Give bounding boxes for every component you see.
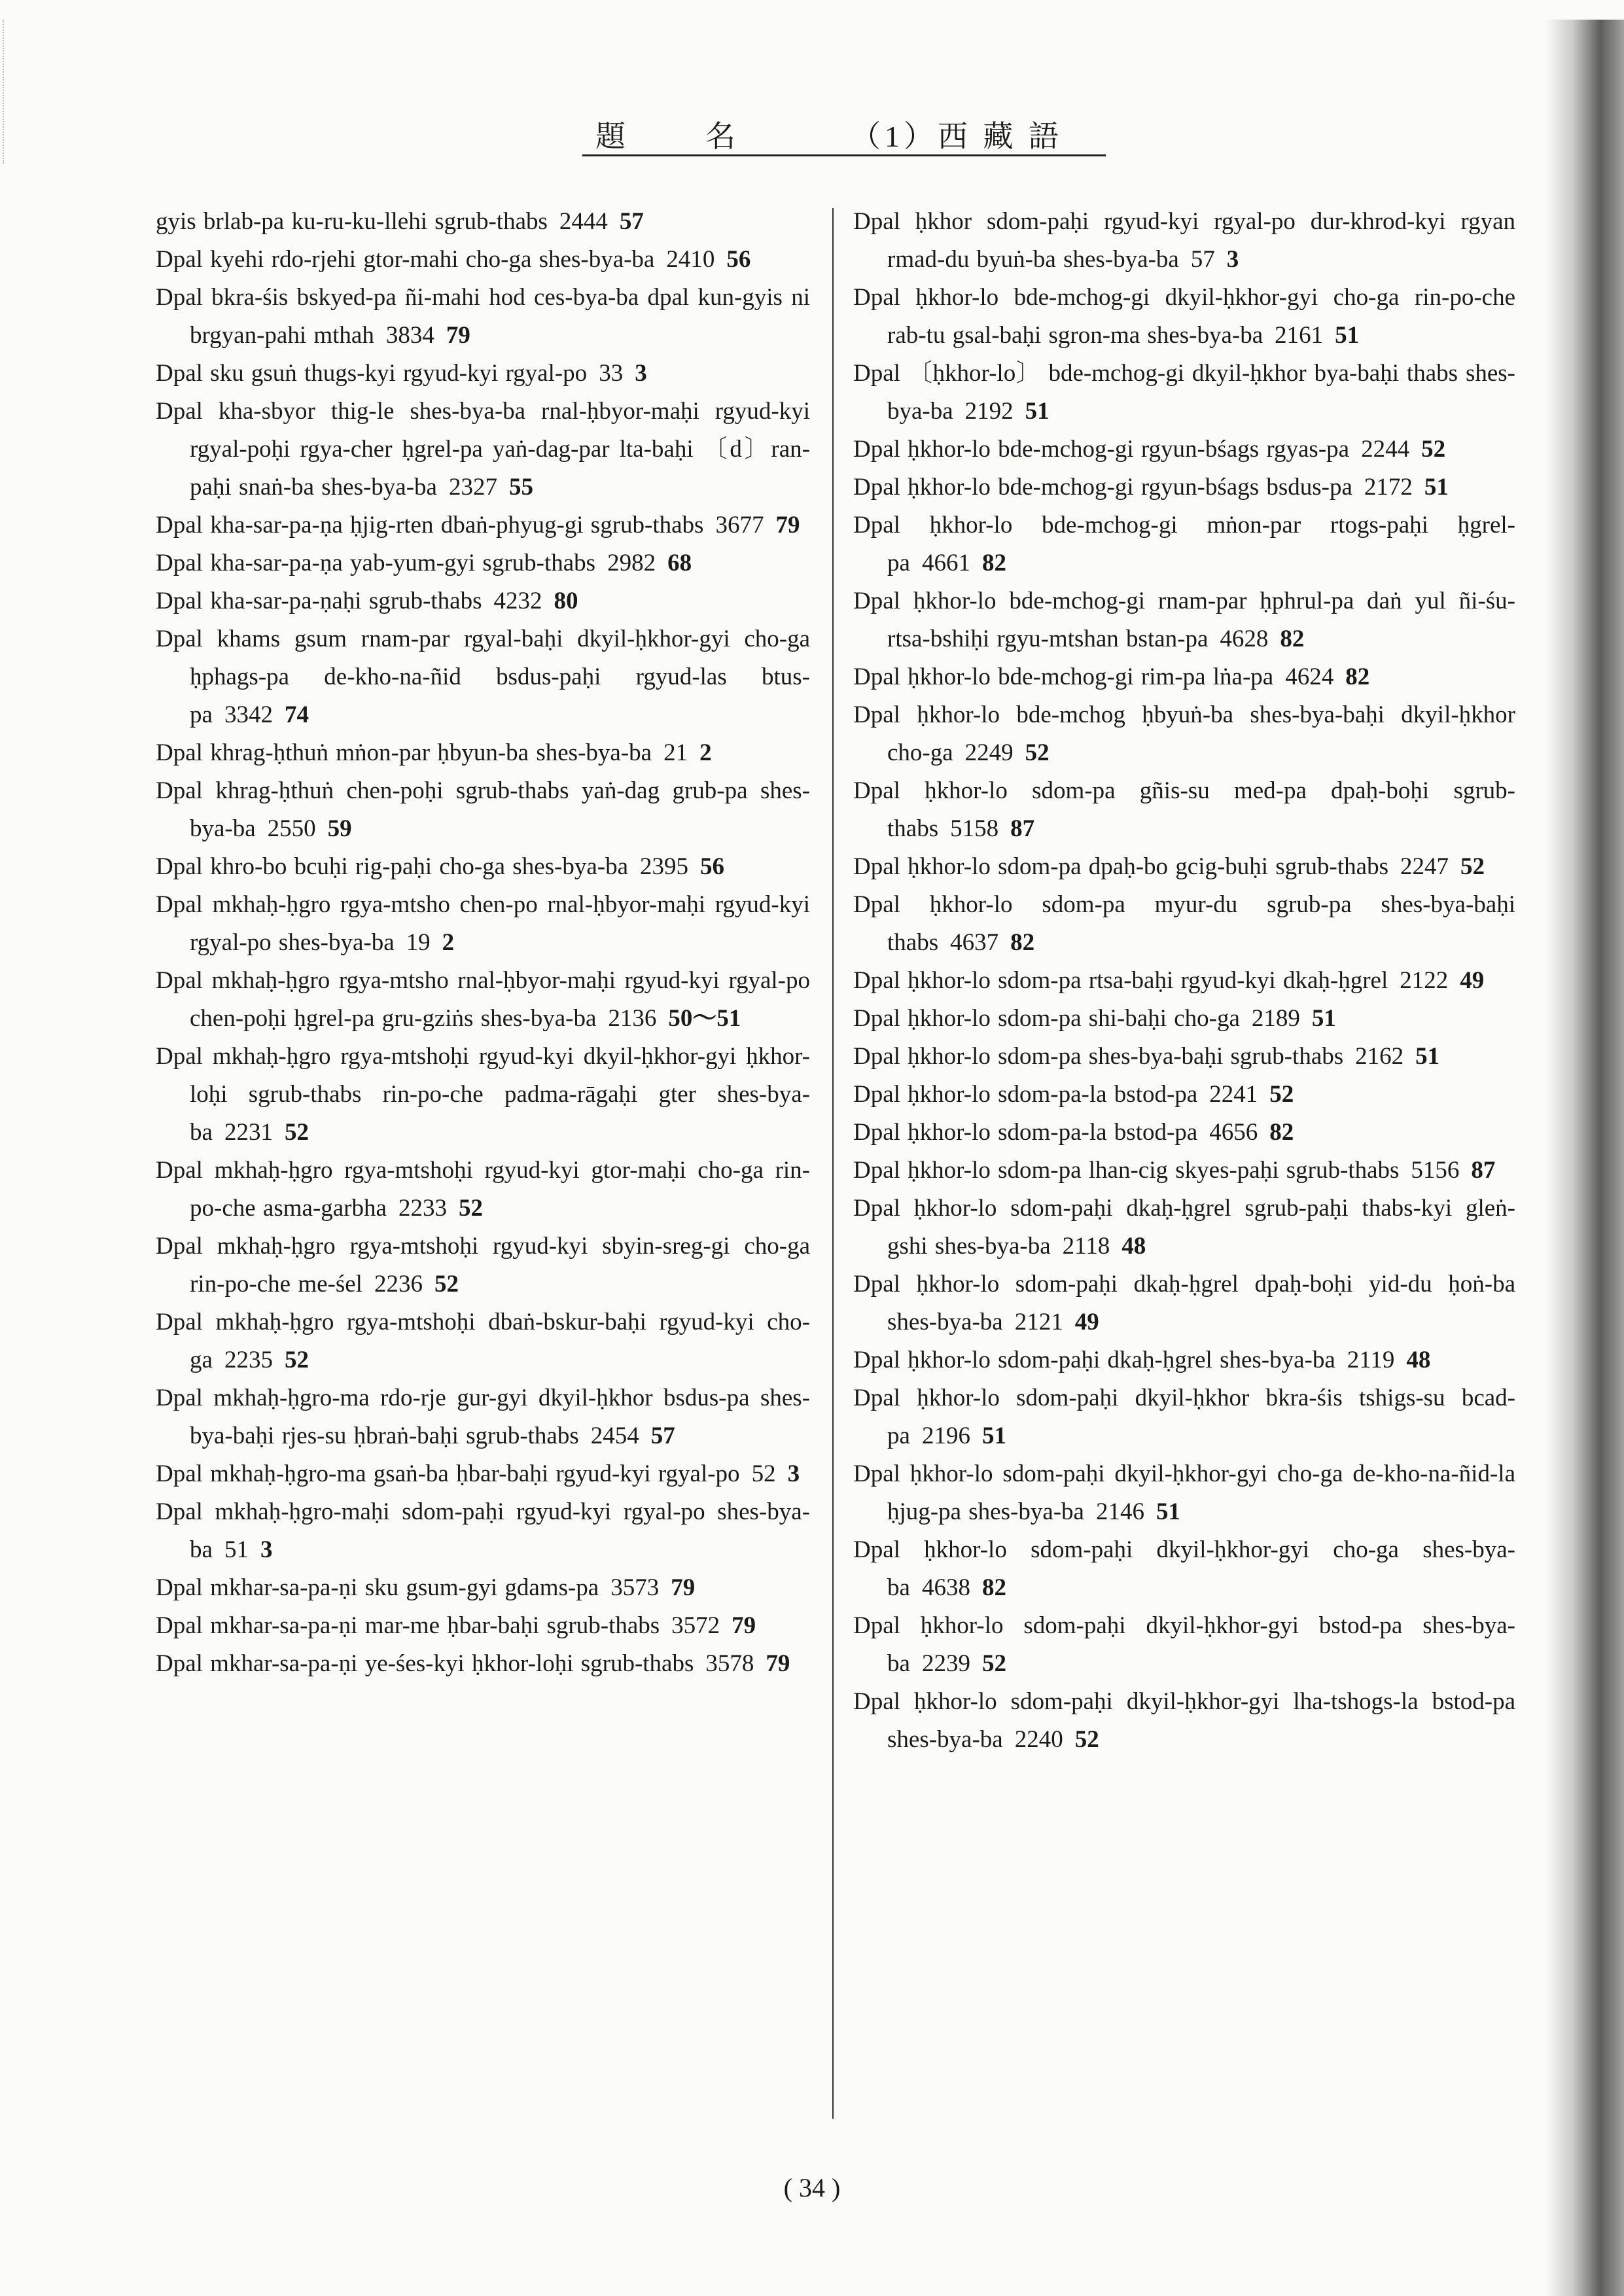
entry-page: 52 [981, 1650, 1006, 1677]
entry-page: 55 [508, 474, 533, 501]
index-entry [853, 582, 1515, 658]
entry-number: 2231 [224, 1119, 273, 1146]
entry-title: Dpal ḥkhor-lo sdom-paḥi dkaḥ-ḥgrel sgrub-paḥi thabs-kyi gleṅ-gshi shes-bya-ba [853, 1195, 1515, 1260]
entry-number: 51 [224, 1536, 249, 1563]
entry-page: 3 [635, 360, 647, 387]
index-entry [156, 241, 810, 279]
index-entry [156, 1455, 810, 1493]
entry-title: Dpal ḥkhor-lo sdom-pa myur-du sgrub-pa shes-bya-baḥi thabs [853, 891, 1515, 956]
entry-page: 2 [699, 739, 712, 766]
entry-title: Dpal ḥkhor-lo bde-mchog-gi mṅon-par rtogs-paḥi ḥgrel-pa [853, 512, 1515, 576]
index-entry [156, 506, 810, 544]
entry-page: 52 [1460, 853, 1485, 880]
index-entry [853, 1455, 1515, 1531]
entry-number: 2982 [607, 550, 656, 576]
entry-page: 49 [1460, 967, 1485, 994]
index-entry [156, 393, 810, 506]
entry-title: Dpal ḥkhor-lo bde-mchog-gi rim-pa lṅa-pa [853, 663, 1274, 690]
entry-page: 52 [284, 1119, 309, 1146]
entry-title: Dpal khams gsum rnam-par rgyal-baḥi dkyil-ḥkhor-gyi cho-ga ḥphags-pa de-kho-na-ñid bsdus-paḥi rgyud-las btus-pa [156, 626, 810, 728]
index-entry [156, 203, 810, 241]
entry-title: Dpal ḥkhor-lo sdom-pa dpaḥ-bo gcig-buḥi sgrub-thabs [853, 853, 1388, 880]
index-entry [853, 1114, 1515, 1152]
entry-number: 2241 [1209, 1081, 1258, 1108]
index-entry [156, 848, 810, 886]
entry-page: 49 [1074, 1309, 1099, 1335]
entry-number: 2119 [1347, 1347, 1395, 1373]
entry-page: 51 [1415, 1043, 1440, 1070]
entry-number: 4638 [921, 1574, 970, 1601]
index-entry [853, 1076, 1515, 1114]
index-entry [853, 696, 1515, 772]
entry-number: 3342 [224, 701, 273, 728]
entry-title: Dpal mkhaḥ-ḥgro rgya-mtshoḥi dbaṅ-bskur-baḥi rgyud-kyi cho-ga [156, 1309, 810, 1373]
entry-number: 52 [751, 1460, 776, 1487]
index-entry [853, 1531, 1515, 1607]
index-entry [156, 962, 810, 1038]
entry-title: Dpal ḥkhor-lo sdom-paḥi dkyil-ḥkhor-gyi lha-tshogs-la bstod-pa shes-bya-ba [853, 1688, 1515, 1753]
entry-number: 4637 [950, 929, 999, 956]
entry-number: 4656 [1209, 1119, 1258, 1146]
entry-title: Dpal mkhaḥ-ḥgro rgya-mtshoḥi rgyud-kyi sbyin-sreg-gi cho-ga rin-po-che me-śel [156, 1233, 810, 1298]
entry-page: 79 [775, 512, 800, 539]
entry-title: Dpal kyehi rdo-rjehi gtor-mahi cho-ga shes-bya-ba [156, 246, 655, 273]
index-entry [156, 279, 810, 355]
index-entry [156, 1379, 810, 1455]
entry-title: Dpal sku gsuṅ thugs-kyi rgyud-kyi rgyal-po [156, 360, 588, 387]
entry-title: Dpal mkhaḥ-ḥgro-maḥi sdom-paḥi rgyud-kyi rgyal-po shes-bya-ba [156, 1498, 810, 1563]
entry-title: Dpal kha-sar-pa-ṇa yab-yum-gyi sgrub-thabs [156, 550, 596, 576]
entry-page: 52 [284, 1347, 309, 1373]
entry-number: 2240 [1014, 1726, 1063, 1753]
index-entry [853, 1000, 1515, 1038]
entry-number: 2118 [1062, 1233, 1110, 1260]
left-column [156, 203, 810, 1683]
entry-page: 82 [1345, 663, 1370, 690]
entry-title: Dpal ḥkhor-lo bde-mchog-gi rgyun-bśags rgyas-pa [853, 436, 1350, 463]
index-entry [156, 1152, 810, 1227]
entry-title: Dpal mkhar-sa-pa-ṇi ye-śes-kyi ḥkhor-loḥi sgrub-thabs [156, 1650, 694, 1677]
entry-page: 57 [650, 1422, 675, 1449]
scan-left-marks [3, 20, 16, 164]
entry-page: 3 [260, 1536, 273, 1563]
entry-page: 56 [700, 853, 725, 880]
entry-page: 52 [458, 1195, 483, 1222]
entry-number: 57 [1190, 246, 1215, 273]
entry-number: 5156 [1411, 1157, 1460, 1184]
entry-title: Dpal ḥkhor-lo sdom-pa-la bstod-pa [853, 1081, 1198, 1108]
entry-number: 2444 [559, 208, 608, 235]
entry-page: 51 [1156, 1498, 1180, 1525]
entry-title: Dpal kha-sbyor thig-le shes-bya-ba rnal-ḥbyor-maḥi rgyud-kyi rgyal-poḥi rgya-cher ḥgrel-pa yaṅ-dag-par lta-baḥi 〔d〕ran-paḥi snaṅ-ba shes-bya-ba [156, 398, 810, 501]
entry-number: 2192 [964, 398, 1014, 425]
entry-number: 2146 [1095, 1498, 1144, 1525]
entry-page: 52 [1269, 1081, 1294, 1108]
index-entry [853, 1265, 1515, 1341]
index-entry [156, 772, 810, 848]
entry-title: Dpal ḥkhor-lo sdom-pa shes-bya-baḥi sgrub-thabs [853, 1043, 1344, 1070]
entry-number: 4232 [493, 588, 542, 614]
entry-page: 52 [1421, 436, 1446, 463]
header-section: （1）西 藏 語 [851, 120, 1063, 153]
column-divider [832, 208, 834, 2119]
entry-page: 80 [554, 588, 578, 614]
index-entry [853, 431, 1515, 468]
entry-title: Dpal ḥkhor-lo bde-mchog-gi rgyun-bśags bsdus-pa [853, 474, 1352, 501]
entry-title: Dpal mkhaḥ-ḥgro rgya-mtsho rnal-ḥbyor-maḥi rgyud-kyi rgyal-po chen-poḥi ḥgrel-pa gru-gziṅs shes-bya-ba [156, 967, 810, 1032]
header-title [595, 113, 739, 156]
entry-title: Dpal ḥkhor-lo sdom-pa rtsa-baḥi rgyud-kyi dkaḥ-ḥgrel [853, 967, 1388, 994]
index-entry [156, 734, 810, 772]
entry-number: 2244 [1361, 436, 1410, 463]
entry-title: Dpal ḥkhor-lo sdom-pa gñis-su med-pa dpaḥ-boḥi sgrub-thabs [853, 777, 1515, 842]
header-title-char-2: 名 [705, 120, 739, 153]
entry-title: Dpal bkra-śis bskyed-pa ñi-mahi hod ces-bya-ba dpal kun-gyis ni brgyan-pahi mthah [156, 284, 810, 349]
entry-number: 2235 [224, 1347, 273, 1373]
entry-number: 3677 [715, 512, 764, 539]
entry-title: Dpal ḥkhor sdom-paḥi rgyud-kyi rgyal-po dur-khrod-kyi rgyan rmad-du byuṅ-ba shes-bya-ba [853, 208, 1515, 273]
index-entry [156, 1569, 810, 1607]
entry-number: 2550 [267, 815, 316, 842]
entry-title: Dpal mkhar-sa-pa-ṇi sku gsum-gyi gdams-pa [156, 1574, 599, 1601]
index-entry [853, 1379, 1515, 1455]
entry-title: Dpal mkhaḥ-ḥgro-ma rdo-rje gur-gyi dkyil-ḥkhor bsdus-pa shes-bya-baḥi rjes-su ḥbraṅ-baḥi sgrub-thabs [156, 1385, 810, 1449]
entry-title: Dpal mkhaḥ-ḥgro rgya-mtsho chen-po rnal-ḥbyor-maḥi rgyud-kyi rgyal-po shes-bya-ba [156, 891, 810, 956]
entry-page: 82 [1010, 929, 1035, 956]
page-header [595, 113, 1106, 162]
entry-page: 79 [446, 322, 470, 349]
entry-title: Dpal ḥkhor-lo sdom-paḥi dkaḥ-ḥgrel shes-bya-ba [853, 1347, 1335, 1373]
entry-number: 4661 [921, 550, 970, 576]
entry-title: Dpal ḥkhor-lo sdom-paḥi dkyil-ḥkhor-gyi cho-ga de-kho-na-ñid-la ḥjug-pa shes-bya-ba [853, 1460, 1515, 1525]
entry-title: Dpal khrag-ḥthuṅ chen-poḥi sgrub-thabs yaṅ-dag grub-pa shes-bya-ba [156, 777, 810, 842]
entry-title: Dpal ḥkhor-lo sdom-pa shi-baḥi cho-ga [853, 1005, 1240, 1032]
entry-title: Dpal ḥkhor-lo sdom-paḥi dkaḥ-ḥgrel dpaḥ-boḥi yid-du ḥoṅ-ba shes-bya-ba [853, 1271, 1515, 1335]
index-entry [156, 544, 810, 582]
entry-title: Dpal ḥkhor-lo sdom-pa lhan-cig skyes-paḥi sgrub-thabs [853, 1157, 1400, 1184]
entry-page: 50～51 [668, 1005, 741, 1032]
entry-page: 87 [1471, 1157, 1496, 1184]
entry-page: 48 [1406, 1347, 1431, 1373]
entry-page: 82 [981, 1574, 1006, 1601]
entry-title: Dpal mkhaḥ-ḥgro rgya-mtshoḥi rgyud-kyi dkyil-ḥkhor-gyi ḥkhor-loḥi sgrub-thabs rin-po-che padma-rāgaḥi gter shes-bya-ba [156, 1043, 810, 1146]
entry-number: 4624 [1285, 663, 1334, 690]
index-entry [156, 1493, 810, 1569]
entry-page: 51 [1311, 1005, 1336, 1032]
index-entry [156, 1303, 810, 1379]
entry-title: Dpal mkhar-sa-pa-ṇi mar-me ḥbar-baḥi sgrub-thabs [156, 1612, 660, 1639]
entry-page: 82 [1280, 626, 1305, 652]
entry-page: 74 [284, 701, 309, 728]
entry-number: 2395 [640, 853, 689, 880]
entry-page: 79 [732, 1612, 756, 1639]
index-entry [156, 355, 810, 393]
entry-page: 52 [1025, 739, 1050, 766]
index-entry [156, 620, 810, 734]
entry-page: 82 [981, 550, 1006, 576]
index-entry [853, 1190, 1515, 1265]
index-entry [853, 1607, 1515, 1683]
entry-page: 79 [671, 1574, 696, 1601]
index-entry [156, 582, 810, 620]
entry-number: 2236 [374, 1271, 423, 1298]
index-entry [156, 1645, 810, 1683]
entry-title: Dpal ḥkhor-lo bde-mchog-gi rnam-par ḥphrul-pa daṅ yul ñi-śu-rtsa-bshiḥi rgyu-mtshan bstan-pa [853, 588, 1515, 652]
entry-title: Dpal ḥkhor-lo sdom-paḥi dkyil-ḥkhor-gyi bstod-pa shes-bya-ba [853, 1612, 1515, 1677]
entry-number: 2172 [1364, 474, 1413, 501]
entry-page: 59 [327, 815, 352, 842]
entry-number: 3572 [671, 1612, 720, 1639]
index-entry [853, 658, 1515, 696]
entry-page: 68 [667, 550, 692, 576]
entry-number: 2121 [1014, 1309, 1063, 1335]
entry-page: 51 [1025, 398, 1050, 425]
entry-title: Dpal ḥkhor-lo sdom-pa-la bstod-pa [853, 1119, 1198, 1146]
entry-number: 2247 [1400, 853, 1449, 880]
entry-title: Dpal mkhaḥ-ḥgro rgya-mtshoḥi rgyud-kyi gtor-maḥi cho-ga rin-po-che asma-garbha [156, 1157, 810, 1222]
index-entry [156, 1607, 810, 1645]
entry-number: 2161 [1275, 322, 1324, 349]
index-entry [853, 886, 1515, 962]
entry-number: 33 [599, 360, 624, 387]
header-rule [582, 154, 1106, 156]
entry-title: Dpal ḥkhor-lo sdom-paḥi dkyil-ḥkhor bkra-śis tshigs-su bcad-pa [853, 1385, 1515, 1449]
index-entry [853, 848, 1515, 886]
entry-page: 48 [1121, 1233, 1146, 1260]
index-entry [853, 203, 1515, 279]
entry-title: Dpal kha-sar-pa-ṇa ḥjig-rten dbaṅ-phyug-gi sgrub-thabs [156, 512, 704, 539]
index-entry [156, 1227, 810, 1303]
entry-page: 79 [766, 1650, 790, 1677]
entry-title: Dpal ḥkhor-lo bde-mchog-gi dkyil-ḥkhor-gyi cho-ga rin-po-che rab-tu gsal-baḥi sgron-ma shes-bya-ba [853, 284, 1515, 349]
entry-number: 2136 [608, 1005, 657, 1032]
index-entry [156, 886, 810, 962]
entry-number: 19 [406, 929, 431, 956]
entry-number: 2122 [1400, 967, 1449, 994]
entry-title: gyis brlab-pa ku-ru-ku-llehi sgrub-thabs [156, 208, 548, 235]
entry-number: 3834 [385, 322, 434, 349]
scan-edge-shadow [1545, 20, 1624, 2296]
index-entry [853, 1038, 1515, 1076]
entry-title: Dpal 〔ḥkhor-lo〕 bde-mchog-gi dkyil-ḥkhor bya-baḥi thabs shes-bya-ba [853, 360, 1515, 425]
index-entry [853, 962, 1515, 1000]
page-number: ( 34 ) [783, 2173, 841, 2202]
index-entry [853, 468, 1515, 506]
index-entry [853, 1152, 1515, 1190]
entry-number: 21 [663, 739, 688, 766]
entry-number: 2249 [964, 739, 1014, 766]
index-entry [853, 279, 1515, 355]
entry-page: 51 [1335, 322, 1360, 349]
entry-title: Dpal ḥkhor-lo bde-mchog ḥbyuṅ-ba shes-bya-baḥi dkyil-ḥkhor cho-ga [853, 701, 1515, 766]
index-entry [853, 1341, 1515, 1379]
entry-number: 3573 [610, 1574, 660, 1601]
entry-number: 2233 [398, 1195, 447, 1222]
entry-number: 2410 [666, 246, 715, 273]
entry-number: 4628 [1220, 626, 1269, 652]
entry-title: Dpal ḥkhor-lo sdom-paḥi dkyil-ḥkhor-gyi cho-ga shes-bya-ba [853, 1536, 1515, 1601]
entry-number: 2239 [921, 1650, 970, 1677]
entry-title: Dpal kha-sar-pa-ṇaḥi sgrub-thabs [156, 588, 482, 614]
entry-page: 57 [619, 208, 644, 235]
entry-page: 87 [1010, 815, 1035, 842]
entry-number: 5158 [950, 815, 999, 842]
entry-number: 2189 [1251, 1005, 1300, 1032]
index-entry [853, 1683, 1515, 1759]
entry-title: Dpal khrag-ḥthuṅ mṅon-par ḥbyun-ba shes-bya-ba [156, 739, 652, 766]
entry-page: 3 [787, 1460, 800, 1487]
entry-page: 52 [434, 1271, 459, 1298]
entry-number: 2162 [1355, 1043, 1404, 1070]
entry-title: Dpal khro-bo bcuḥi rig-paḥi cho-ga shes-bya-ba [156, 853, 629, 880]
entry-number: 2454 [590, 1422, 639, 1449]
entry-page: 51 [1424, 474, 1449, 501]
right-column [853, 203, 1515, 1759]
entry-number: 2327 [448, 474, 497, 501]
entry-page: 2 [442, 929, 455, 956]
header-title-char-1: 題 [595, 120, 629, 153]
entry-page: 51 [981, 1422, 1006, 1449]
entry-page: 52 [1074, 1726, 1099, 1753]
entry-title: Dpal mkhaḥ-ḥgro-ma gsaṅ-ba ḥbar-baḥi rgyud-kyi rgyal-po [156, 1460, 740, 1487]
index-entry [156, 1038, 810, 1152]
index-entry [853, 506, 1515, 582]
entry-number: 2196 [921, 1422, 970, 1449]
index-entry [853, 355, 1515, 431]
entry-page: 3 [1226, 246, 1239, 273]
entry-number: 3578 [705, 1650, 754, 1677]
index-entry [853, 772, 1515, 848]
entry-page: 56 [726, 246, 751, 273]
entry-page: 82 [1269, 1119, 1294, 1146]
